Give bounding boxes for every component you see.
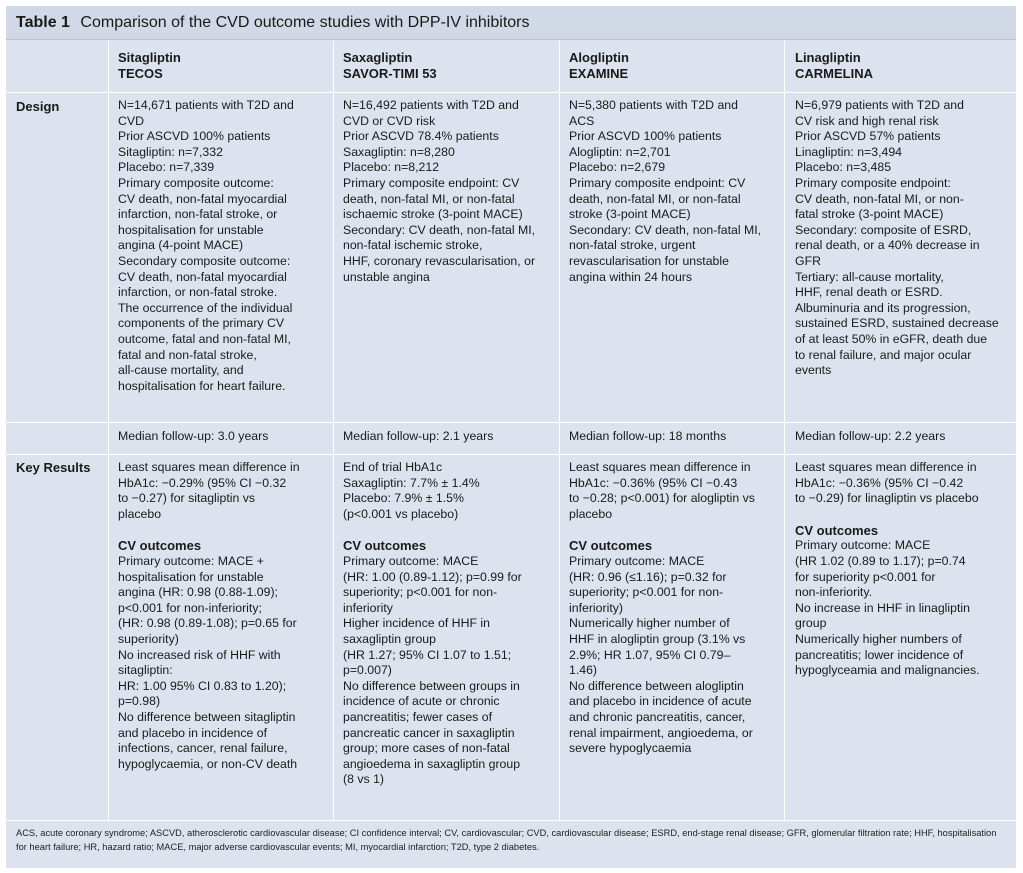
followup-cell-alogliptin: Median follow-up: 18 months <box>569 429 727 443</box>
cell-line: Numerically higher number of <box>569 616 730 631</box>
cell-line: Tertiary: all-cause mortality, <box>795 269 944 284</box>
cell-line: infections, cancer, renal failure, <box>118 741 288 756</box>
cell-line: and placebo in incidence of <box>118 725 268 740</box>
cell-line: angioedema in saxagliptin group <box>343 756 521 771</box>
design-cell-alogliptin <box>569 98 761 285</box>
cell-line: to renal failure, and major ocular <box>795 347 972 362</box>
cell-line: CVD or CVD risk <box>343 113 436 128</box>
column-header-linagliptin <box>795 50 873 82</box>
column-divider <box>333 41 334 820</box>
cell-line: No difference between sitagliptin <box>118 709 296 724</box>
cell-line: death, non-fatal MI, or non-fatal <box>343 191 515 206</box>
column-divider <box>108 41 109 820</box>
cell-line: Least squares mean difference in <box>118 460 300 474</box>
cell-line: non-fatal ischemic stroke, <box>343 238 483 253</box>
drug-name: Linagliptin <box>795 50 861 65</box>
cell-line: HR: 1.00 95% CI 0.83 to 1.20); <box>118 678 287 693</box>
cell-line: Numerically higher numbers of <box>795 631 962 646</box>
cell-line: stroke (3-point MACE) <box>569 207 691 222</box>
cell-line: HbA1c: −0.36% (95% CI −0.43 <box>569 475 738 490</box>
cell-line: superiority; p<0.001 for non- <box>343 585 498 600</box>
cell-line: infarction, non-fatal stroke, or <box>118 207 278 222</box>
cell-line: inferiority) <box>569 600 623 615</box>
column-divider <box>784 41 785 820</box>
cell-line: events <box>795 363 832 378</box>
results-cell-linagliptin <box>795 460 980 679</box>
column-divider <box>559 41 560 820</box>
row-label-design: Design <box>16 99 60 114</box>
cell-line: N=5,380 patients with T2D and <box>569 98 738 112</box>
table-number: Table 1 <box>16 14 70 31</box>
cell-line: non-fatal stroke, urgent <box>569 238 696 253</box>
cell-line: (p<0.001 vs placebo) <box>343 506 459 521</box>
design-cell-saxagliptin <box>343 98 535 285</box>
cell-line: to −0.27) for sitagliptin vs <box>118 491 256 506</box>
cell-line: hospitalisation for unstable <box>118 222 264 237</box>
cell-line: pancreatitis; lower incidence of <box>795 647 964 662</box>
cell-line: unstable angina <box>343 269 430 284</box>
cell-line: HHF, renal death or ESRD. <box>795 285 943 300</box>
cell-line: renal impairment, angioedema, or <box>569 725 753 740</box>
cell-line: Prior ASCVD 78.4% patients <box>343 129 499 144</box>
cell-line: hospitalisation for unstable <box>118 569 264 584</box>
cell-line: angina (HR: 0.98 (0.88-1.09); <box>118 585 278 600</box>
cell-line: HbA1c: −0.29% (95% CI −0.32 <box>118 475 287 490</box>
cell-line: (HR: 1.00 (0.89-1.12); p=0.99 for <box>343 569 522 584</box>
cell-line: superiority; p<0.001 for non- <box>569 585 724 600</box>
cv-outcomes-heading: CV outcomes <box>343 538 427 554</box>
cell-line: to −0.29) for linagliptin vs placebo <box>795 491 979 506</box>
cell-line: CV risk and high renal risk <box>795 113 939 128</box>
cell-line: and chronic pancreatitis, cancer, <box>569 709 746 724</box>
cell-line: N=16,492 patients with T2D and <box>343 98 519 112</box>
design-cell-sitagliptin <box>118 98 294 394</box>
cell-line: Primary composite outcome: <box>118 175 274 190</box>
column-header-alogliptin <box>569 50 629 82</box>
trial-name: CARMELINA <box>795 66 873 81</box>
column-header-sitagliptin <box>118 50 181 82</box>
trial-name: EXAMINE <box>569 66 629 81</box>
results-cell-sitagliptin <box>118 460 300 772</box>
cell-line: N=6,979 patients with T2D and <box>795 98 964 112</box>
cell-line: p<0.001 for non-inferiority; <box>118 600 262 615</box>
table-title <box>6 6 1016 40</box>
table-caption: Comparison of the CVD outcome studies with DPP-IV inhibitors <box>80 14 530 31</box>
followup-cell-sitagliptin: Median follow-up: 3.0 years <box>118 429 269 443</box>
abbreviations-footnote: ACS, acute coronary syndrome; ASCVD, atherosclerotic cardiovascular disease; CI confidence interval; CV, cardiovascular; CVD, cardiovascular disease; ESRD, end-stage renal disease; GFR, glomerular filtration rate; HHF, hospitalisation for heart failure; HR, hazard ratio; MACE, major adverse cardiovascular events; MI, myocardial infarction; T2D, type 2 diabetes. <box>16 828 997 852</box>
cell-line: Secondary composite outcome: <box>118 253 291 268</box>
cell-line: Primary composite endpoint: CV <box>569 175 746 190</box>
cell-line: Primary composite endpoint: CV <box>343 175 520 190</box>
cell-line: Albuminuria and its progression, <box>795 300 971 315</box>
cell-line: Primary outcome: MACE + <box>118 553 264 568</box>
cell-line: hypoglyceamia and malignancies. <box>795 663 980 678</box>
cell-line: Least squares mean difference in <box>795 460 977 474</box>
followup-cell-linagliptin: Median follow-up: 2.2 years <box>795 429 946 443</box>
cell-line: Secondary: CV death, non-fatal MI, <box>343 222 536 237</box>
cell-line: angina within 24 hours <box>569 269 693 284</box>
cell-line: (8 vs 1) <box>343 772 384 787</box>
cell-line: revascularisation for unstable <box>569 253 729 268</box>
cell-line: severe hypoglycaemia <box>569 741 692 756</box>
followup-results-divider <box>6 454 1016 455</box>
cell-line: infarction, or non-fatal stroke. <box>118 285 278 300</box>
cell-line: group; more cases of non-fatal <box>343 741 510 756</box>
cell-line: Placebo: 7.9% ± 1.5% <box>343 491 464 506</box>
drug-name: Sitagliptin <box>118 50 181 65</box>
cell-line: Placebo: n=7,339 <box>118 160 215 175</box>
cell-line: CV death, non-fatal myocardial <box>118 191 287 206</box>
cell-line: No difference between groups in <box>343 678 520 693</box>
column-header-saxagliptin <box>343 50 437 82</box>
results-cell-saxagliptin <box>343 460 522 788</box>
cell-line: (HR 1.27; 95% CI 1.07 to 1.51; <box>343 647 512 662</box>
cv-outcomes-heading: CV outcomes <box>569 538 653 554</box>
cell-line: Least squares mean difference in <box>569 460 751 474</box>
cell-line: Primary outcome: MACE <box>569 553 705 568</box>
cell-line: N=14,671 patients with T2D and <box>118 98 294 112</box>
cell-line: outcome, fatal and non-fatal MI, <box>118 331 291 346</box>
cell-line: ACS <box>569 113 595 128</box>
cell-line: hypoglycaemia, or non-CV death <box>118 756 298 771</box>
cell-line: Secondary: composite of ESRD, <box>795 222 972 237</box>
cell-line: Primary outcome: MACE <box>343 553 479 568</box>
cell-line: Placebo: n=8,212 <box>343 160 440 175</box>
design-followup-divider <box>6 422 1016 423</box>
cv-outcomes-heading: CV outcomes <box>795 522 879 538</box>
cell-line: Higher incidence of HHF in <box>343 616 490 631</box>
cell-line: sitagliptin: <box>118 663 173 678</box>
cell-line: placebo <box>569 506 613 521</box>
cell-line: Secondary: CV death, non-fatal MI, <box>569 222 762 237</box>
cell-line: Alogliptin: n=2,701 <box>569 144 671 159</box>
cell-line: (HR 1.02 (0.89 to 1.17); p=0.74 <box>795 553 966 568</box>
cell-line: 2.9%; HR 1.07, 95% CI 0.79– <box>569 647 731 662</box>
cell-line: End of trial HbA1c <box>343 460 443 474</box>
design-cell-linagliptin <box>795 98 999 379</box>
cell-line: pancreatic cancer in saxagliptin <box>343 725 515 740</box>
cell-line: HHF, coronary revascularisation, or <box>343 253 536 268</box>
cell-line: HHF in alogliptin group (3.1% vs <box>569 631 746 646</box>
cell-line: p=0.98) <box>118 694 161 709</box>
cell-line: The occurrence of the individual <box>118 300 293 315</box>
cell-line: incidence of acute or chronic <box>343 694 500 709</box>
trial-name: SAVOR-TIMI 53 <box>343 66 437 81</box>
cell-line: 1.46) <box>569 663 598 678</box>
cell-line: HbA1c: −0.36% (95% CI −0.42 <box>795 475 964 490</box>
cell-line: Primary outcome: MACE <box>795 538 931 553</box>
cell-line: Prior ASCVD 57% patients <box>795 129 941 144</box>
cell-line: CVD <box>118 113 144 128</box>
header-divider <box>6 92 1016 93</box>
cell-line: (HR: 0.96 (≤1.16); p=0.32 for <box>569 569 727 584</box>
cell-line: fatal and non-fatal stroke, <box>118 347 257 362</box>
cell-line: Saxagliptin: n=8,280 <box>343 144 455 159</box>
cell-line: Prior ASCVD 100% patients <box>118 129 271 144</box>
cell-line: Sitagliptin: n=7,332 <box>118 144 223 159</box>
cell-line: for superiority p<0.001 for <box>795 569 936 584</box>
cell-line: and placebo in incidence of acute <box>569 694 752 709</box>
cell-line: components of the primary CV <box>118 316 285 331</box>
footer-divider <box>6 820 1016 821</box>
cell-line: Prior ASCVD 100% patients <box>569 129 722 144</box>
cell-line: saxagliptin group <box>343 631 436 646</box>
cell-line: placebo <box>118 506 162 521</box>
cell-line: inferiority <box>343 600 393 615</box>
cell-line: fatal stroke (3-point MACE) <box>795 207 944 222</box>
row-label-key-results: Key Results <box>16 460 91 475</box>
cell-line: Placebo: n=2,679 <box>569 160 666 175</box>
cell-line: CV death, non-fatal MI, or non- <box>795 191 964 206</box>
cell-line: renal death, or a 40% decrease in <box>795 238 980 253</box>
cv-outcomes-heading: CV outcomes <box>118 538 202 554</box>
cell-line: superiority) <box>118 631 179 646</box>
cell-line: non-inferiority. <box>795 585 872 600</box>
cell-line: No difference between alogliptin <box>569 678 744 693</box>
cell-line: of at least 50% in eGFR, death due <box>795 331 988 346</box>
followup-cell-saxagliptin: Median follow-up: 2.1 years <box>343 429 494 443</box>
drug-name: Alogliptin <box>569 50 629 65</box>
cell-line: Placebo: n=3,485 <box>795 160 892 175</box>
table-frame <box>6 6 1016 868</box>
cell-line: CV death, non-fatal myocardial <box>118 269 287 284</box>
cell-line: pancreatitis; fewer cases of <box>343 709 492 724</box>
trial-name: TECOS <box>118 66 163 81</box>
cell-line: angina (4-point MACE) <box>118 238 244 253</box>
cell-line: (HR: 0.98 (0.89-1.08); p=0.65 for <box>118 616 297 631</box>
cell-line: ischaemic stroke (3-point MACE) <box>343 207 523 222</box>
drug-name: Saxagliptin <box>343 50 413 65</box>
cell-line: sustained ESRD, sustained decrease <box>795 316 999 331</box>
cell-line: No increase in HHF in linagliptin <box>795 600 970 615</box>
cell-line: all-cause mortality, and <box>118 363 244 378</box>
cell-line: Primary composite endpoint: <box>795 175 951 190</box>
results-cell-alogliptin <box>569 460 755 757</box>
cell-line: No increased risk of HHF with <box>118 647 281 662</box>
cell-line: GFR <box>795 253 821 268</box>
cell-line: hospitalisation for heart failure. <box>118 378 286 393</box>
cell-line: p=0.007) <box>343 663 392 678</box>
cell-line: to −0.28; p<0.001) for alogliptin vs <box>569 491 755 506</box>
cell-line: death, non-fatal MI, or non-fatal <box>569 191 741 206</box>
cell-line: Saxagliptin: 7.7% ± 1.4% <box>343 475 480 490</box>
cell-line: group <box>795 616 827 631</box>
cell-line: Linagliptin: n=3,494 <box>795 144 903 159</box>
